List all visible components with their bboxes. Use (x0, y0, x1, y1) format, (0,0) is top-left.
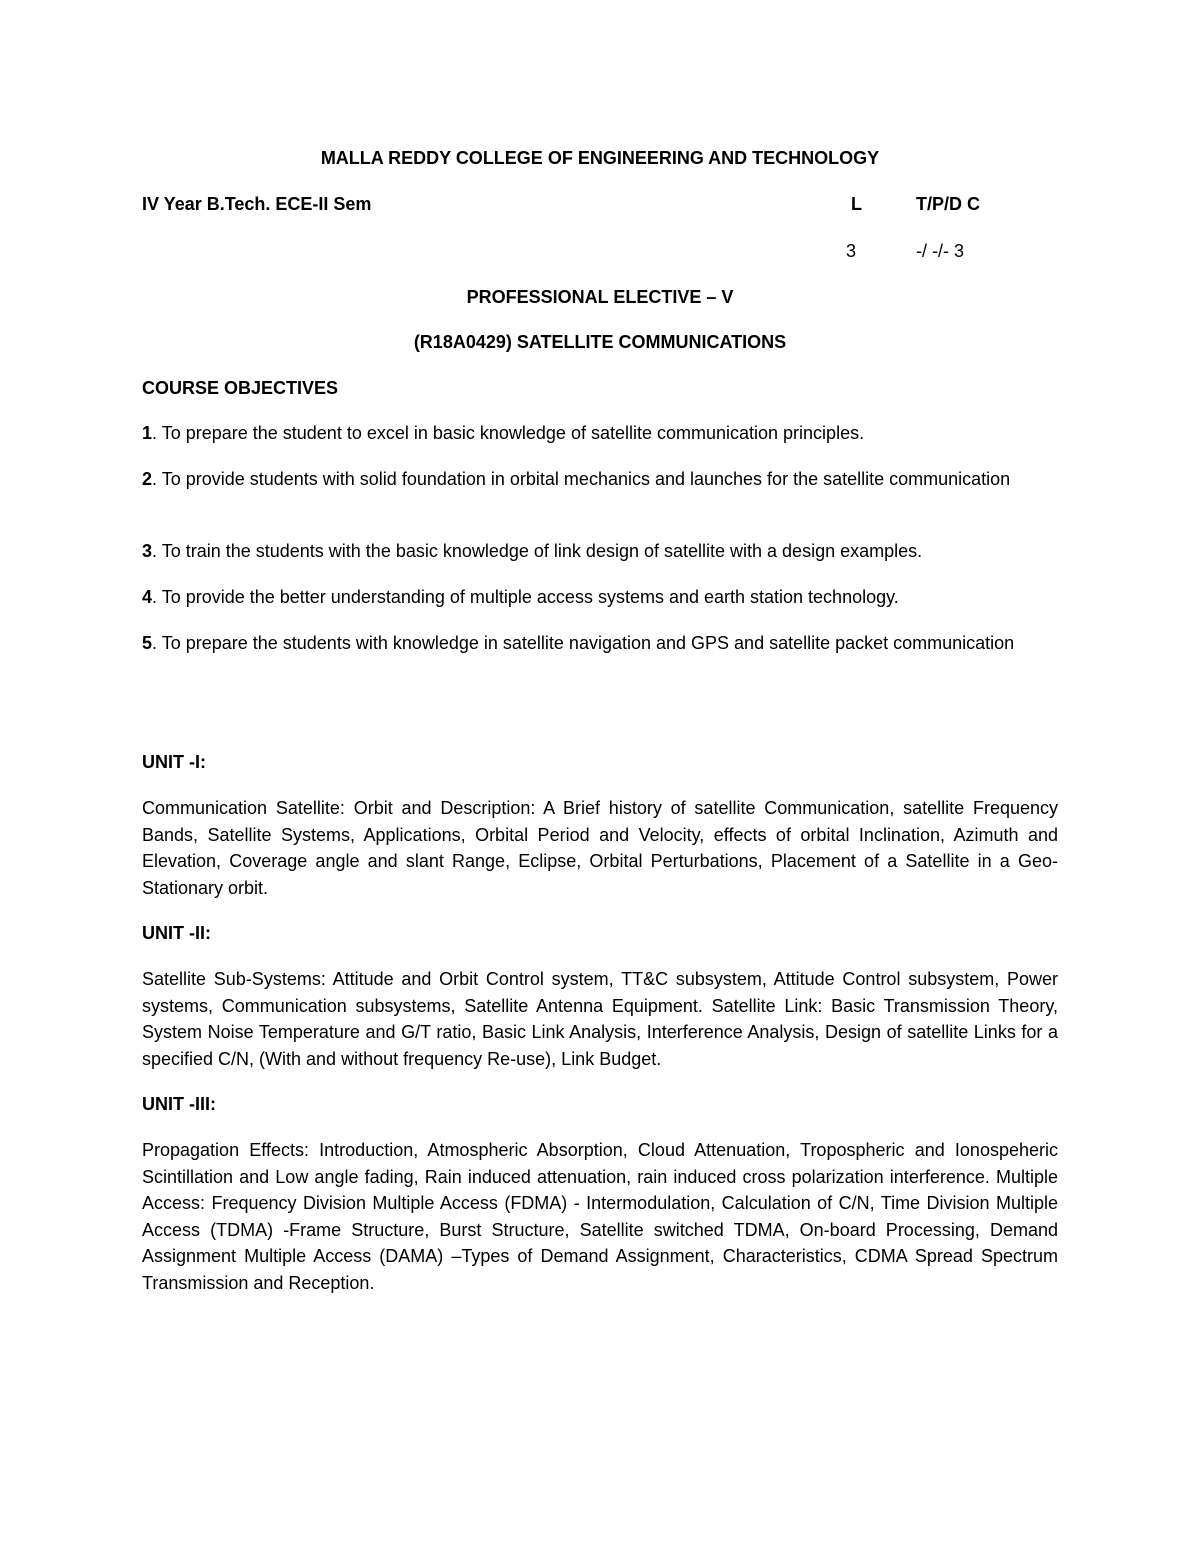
objective-item: 2. To provide students with solid foundation in orbital mechanics and launches for the satellite communication (142, 469, 1011, 489)
unit-body: Satellite Sub-Systems: Attitude and Orbit Control system, TT&C subsystem, Attitude Control subsystem, Power systems, Communication subsystems, Satellite Antenna Equipment. Satellite Link: Basic Transmission Theory, System Noise Temperature and G/T ratio, Basic Link Analysis, Interference Analysis, Design of satellite Links for a specified C/N, (With and without frequency Re-use), Link Budget. (142, 969, 1058, 1069)
credits-tpdc-value: -/ -/- 3 (916, 241, 964, 261)
year-semester: IV Year B.Tech. ECE-II Sem (142, 194, 372, 214)
credits-l-label: L (851, 194, 862, 214)
objectives-heading: COURSE OBJECTIVES (142, 378, 339, 398)
credits-l-value: 3 (846, 241, 857, 261)
objective-item: 5. To prepare the students with knowledge in satellite navigation and GPS and satellite packet communication (142, 633, 1015, 653)
credits-tpdc-label: T/P/D C (916, 194, 981, 214)
objective-item: 4. To provide the better understanding of multiple access systems and earth station technology. (142, 587, 899, 607)
elective-title: PROFESSIONAL ELECTIVE – V (466, 287, 734, 307)
unit-heading: UNIT -I: (142, 752, 206, 772)
course-title: (R18A0429) SATELLITE COMMUNICATIONS (413, 332, 787, 352)
unit-heading: UNIT -III: (142, 1094, 216, 1114)
college-name: MALLA REDDY COLLEGE OF ENGINEERING AND TECHNOLOGY (320, 148, 880, 168)
objective-item: 3. To train the students with the basic knowledge of link design of satellite with a design examples. (142, 541, 923, 561)
unit-heading: UNIT -II: (142, 923, 211, 943)
objective-item: 1. To prepare the student to excel in basic knowledge of satellite communication principles. (142, 423, 865, 443)
unit-body: Propagation Effects: Introduction, Atmospheric Absorption, Cloud Attenuation, Tropospheric and Ionospeheric Scintillation and Low angle fading, Rain induced attenuation, rain induced cross polarization interference. Multiple Access: Frequency Division Multiple Access (FDMA) - Intermodulation, Calculation of C/N, Time Division Multiple Access (TDMA) -Frame Structure, Burst Structure, Satellite switched TDMA, On-board Processing, Demand Assignment Multiple Access (DAMA) –Types of Demand Assignment, Characteristics, CDMA Spread Spectrum Transmission and Reception. (142, 1140, 1058, 1293)
unit-body: Communication Satellite: Orbit and Description: A Brief history of satellite Communication, satellite Frequency Bands, Satellite Systems, Applications, Orbital Period and Velocity, effects of orbital Inclination, Azimuth and Elevation, Coverage angle and slant Range, Eclipse, Orbital Perturbations, Placement of a Satellite in a Geo-Stationary orbit. (142, 798, 1058, 898)
